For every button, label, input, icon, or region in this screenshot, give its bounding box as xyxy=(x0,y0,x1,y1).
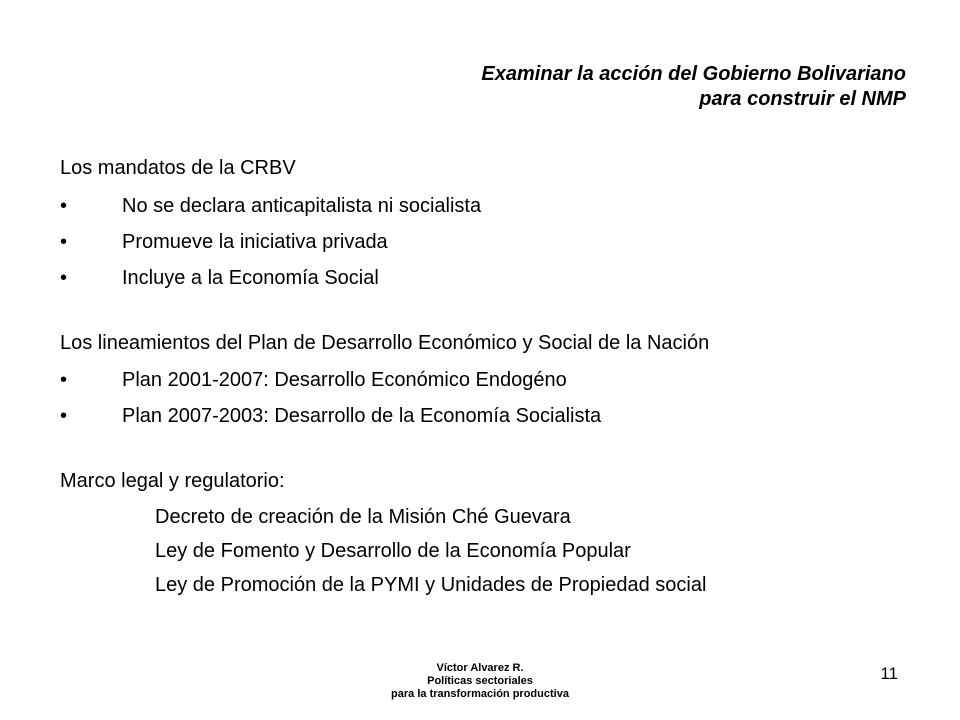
footer-author: Víctor Alvarez R. xyxy=(436,662,524,674)
legal-item: Ley de Fomento y Desarrollo de la Economía Popular xyxy=(155,540,631,562)
title-line-1: Examinar la acción del Gobierno Bolivariano xyxy=(481,63,906,85)
section-heading-mandatos: Los mandatos de la CRBV xyxy=(60,157,296,179)
page-number: 11 xyxy=(880,664,898,683)
bullet-text: Incluye a la Economía Social xyxy=(122,267,379,289)
footer-subtitle-2: para la transformación productiva xyxy=(391,688,569,700)
bullet-text: No se declara anticapitalista ni socialista xyxy=(122,195,482,217)
bullet-marker: • xyxy=(60,405,68,427)
bullet-marker: • xyxy=(60,231,68,253)
bullet-text: Plan 2007-2003: Desarrollo de la Economía Socialista xyxy=(122,405,602,427)
bullet-text: Plan 2001-2007: Desarrollo Económico Endogéno xyxy=(122,369,567,391)
slide-title xyxy=(481,62,906,112)
legal-item: Decreto de creación de la Misión Ché Guevara xyxy=(155,506,571,528)
bullet-marker: • xyxy=(60,267,68,289)
footer-subtitle: Políticas sectoriales xyxy=(427,675,533,687)
bullet-text: Promueve la iniciativa privada xyxy=(122,231,388,253)
slide-footer xyxy=(391,662,569,701)
legal-item: Ley de Promoción de la PYMI y Unidades de Propiedad social xyxy=(155,574,707,596)
section-heading-lineamientos: Los lineamientos del Plan de Desarrollo Económico y Social de la Nación xyxy=(60,332,710,354)
title-line-2: para construir el NMP xyxy=(699,88,906,110)
section-heading-marco-legal: Marco legal y regulatorio: xyxy=(60,470,285,492)
bullet-marker: • xyxy=(60,369,68,391)
bullet-marker: • xyxy=(60,195,68,217)
